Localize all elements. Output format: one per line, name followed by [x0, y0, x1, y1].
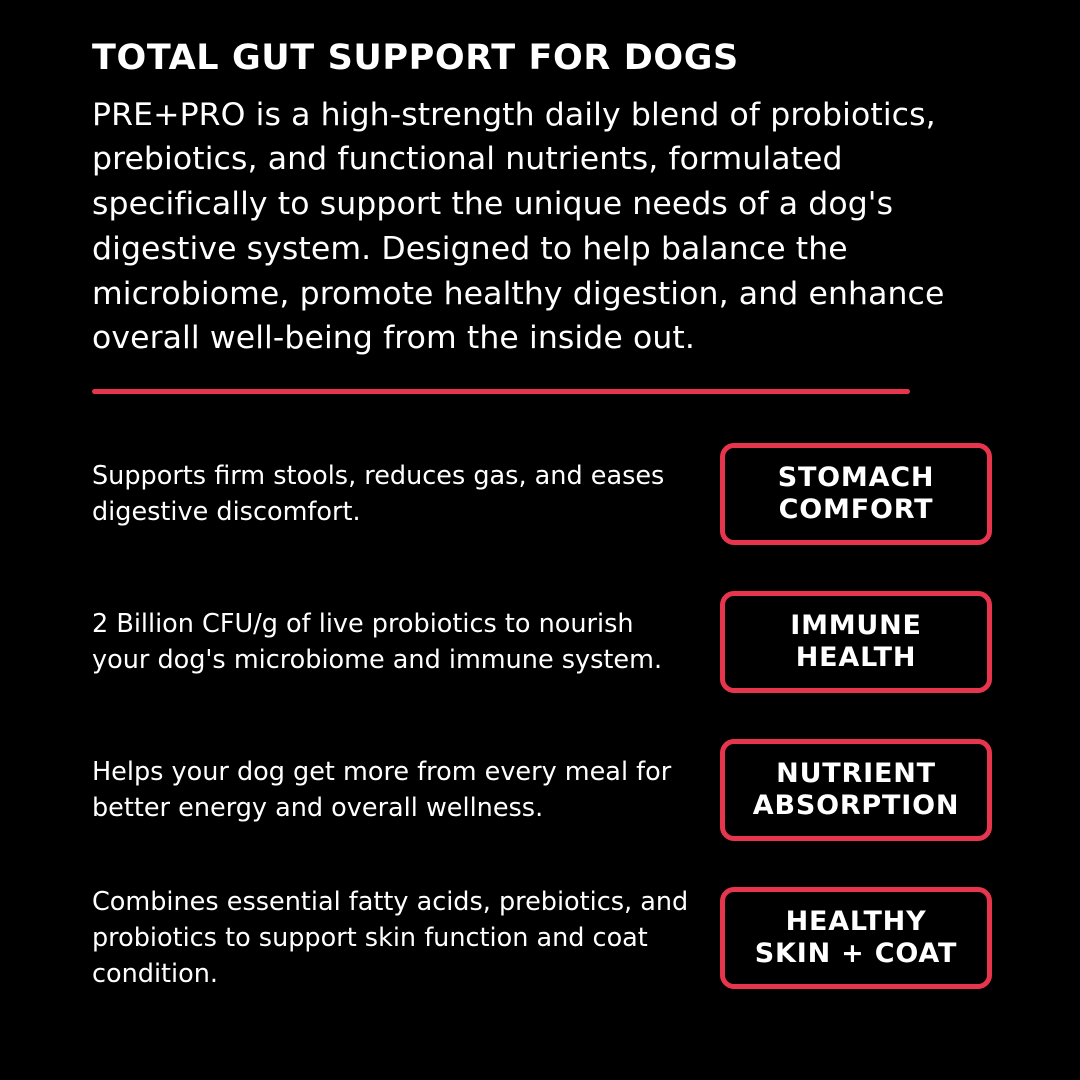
benefit-description: 2 Billion CFU/g of live probiotics to nourish your dog's microbiome and immune system. [92, 608, 663, 676]
status-badge [720, 739, 992, 842]
benefit-description: Supports firm stools, reduces gas, and eases digestive discomfort. [92, 460, 665, 528]
list-item [92, 568, 992, 716]
status-badge [720, 443, 992, 546]
section-divider [92, 389, 910, 394]
badge-line-2: SKIN + COAT [754, 938, 958, 970]
badge-line-2: ABSORPTION [752, 790, 960, 822]
list-item [92, 864, 992, 1012]
badge-line-1: STOMACH [777, 461, 935, 493]
benefits-list [92, 420, 992, 1012]
benefit-description: Helps your dog get more from every meal for better energy and overall wellness. [92, 756, 672, 824]
badge-line-1: NUTRIENT [776, 757, 936, 789]
list-item [92, 420, 992, 568]
list-item [92, 716, 992, 864]
benefit-description: Combines essential fatty acids, prebiotics, and probiotics to support skin function and coat condition. [92, 886, 689, 990]
badge-line-2: COMFORT [778, 494, 934, 526]
badge-line-2: HEALTH [795, 642, 917, 674]
status-badge [720, 591, 992, 694]
badge-line-1: HEALTHY [785, 905, 927, 937]
badge-line-1: IMMUNE [790, 609, 922, 641]
page-title: TOTAL GUT SUPPORT FOR DOGS [92, 38, 739, 78]
status-badge [720, 887, 992, 990]
intro-paragraph: PRE+PRO is a high-strength daily blend of probiotics, prebiotics, and functional nutrients, formulated specifically to support the unique needs of a dog's digestive system. Designed to help balance the microbiome, promote healthy digestion, and enhance overall well-being from the inside out. [92, 96, 945, 357]
